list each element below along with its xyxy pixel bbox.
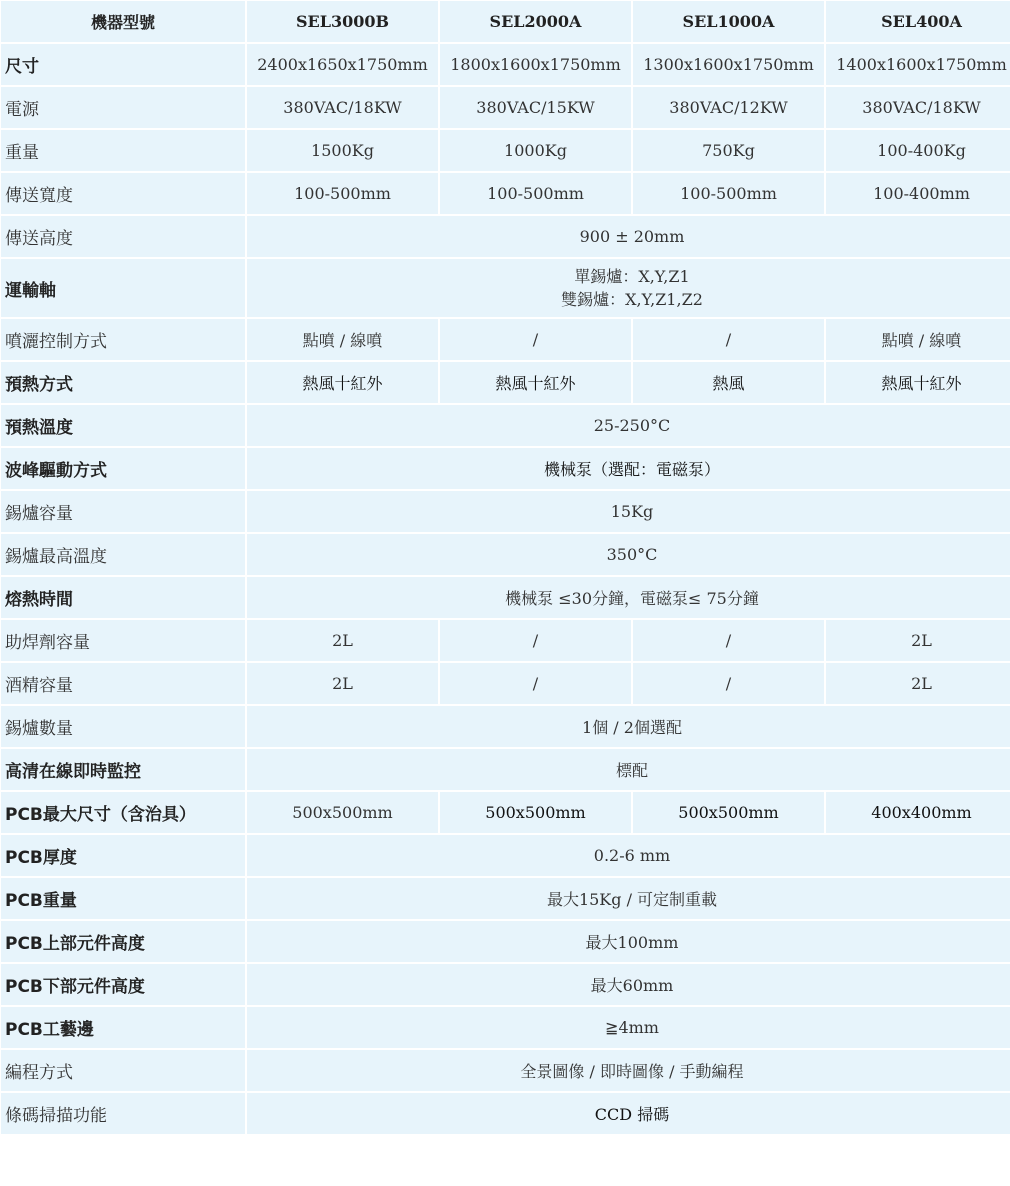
cell-value-merged: 1個 / 2個選配 — [247, 706, 1010, 747]
row-wave-drive — [1, 448, 1010, 489]
row-label: PCB上部元件高度 — [1, 921, 245, 962]
cell-value: 380VAC/18KW — [247, 87, 438, 128]
cell-value-merged: CCD 掃碼 — [247, 1093, 1010, 1134]
cell-value: / — [633, 319, 824, 360]
row-conveyor-height — [1, 216, 1010, 257]
row-label: 錫爐最高溫度 — [1, 534, 245, 575]
cell-value: 點噴 / 線噴 — [826, 319, 1010, 360]
cell-value: 點噴 / 線噴 — [247, 319, 438, 360]
cell-value: 100-500mm — [633, 173, 824, 214]
row-hd-monitor — [1, 749, 1010, 790]
row-melt-time — [1, 577, 1010, 618]
row-conveyor-width — [1, 173, 1010, 214]
cell-value: 1300x1600x1750mm — [633, 44, 824, 85]
cell-value-merged: 最大100mm — [247, 921, 1010, 962]
cell-value: / — [633, 663, 824, 704]
row-label: 傳送高度 — [1, 216, 245, 257]
cell-value-merged: 最大60mm — [247, 964, 1010, 1005]
row-preheat-temp — [1, 405, 1010, 446]
row-axes — [1, 259, 1010, 317]
cell-value: 500x500mm — [247, 792, 438, 833]
row-label: PCB最大尺寸（含治具） — [1, 792, 245, 833]
row-label: 重量 — [1, 130, 245, 171]
model-header-sel400a: SEL400A — [826, 1, 1010, 42]
row-pcb-bottom-height — [1, 964, 1010, 1005]
cell-value: 1400x1600x1750mm — [826, 44, 1010, 85]
cell-value: 熱風十紅外 — [247, 362, 438, 403]
row-barcode — [1, 1093, 1010, 1134]
row-size — [1, 44, 1010, 85]
cell-value: 2L — [826, 663, 1010, 704]
row-pcb-max-size — [1, 792, 1010, 833]
model-label-header: 機器型號 — [1, 1, 245, 42]
cell-value: 1500Kg — [247, 130, 438, 171]
row-label: PCB工藝邊 — [1, 1007, 245, 1048]
cell-value: 2L — [826, 620, 1010, 661]
row-label: 高清在線即時監控 — [1, 749, 245, 790]
axes-single-pot: 單錫爐：X,Y,Z1 — [574, 267, 690, 286]
row-label: 錫爐數量 — [1, 706, 245, 747]
cell-value: 熱風十紅外 — [826, 362, 1010, 403]
row-label: PCB重量 — [1, 878, 245, 919]
cell-value-merged: 0.2-6 mm — [247, 835, 1010, 876]
cell-value: / — [633, 620, 824, 661]
row-alcohol-capacity — [1, 663, 1010, 704]
row-label: 酒精容量 — [1, 663, 245, 704]
row-pot-capacity — [1, 491, 1010, 532]
cell-value: 2L — [247, 663, 438, 704]
row-spray-control — [1, 319, 1010, 360]
cell-value: 100-500mm — [247, 173, 438, 214]
cell-value-merged — [247, 259, 1010, 317]
cell-value-merged: 機械泵（選配：電磁泵） — [247, 448, 1010, 489]
row-pot-max-temp — [1, 534, 1010, 575]
row-label: 預熱溫度 — [1, 405, 245, 446]
cell-value: 100-400Kg — [826, 130, 1010, 171]
cell-value: 1000Kg — [440, 130, 631, 171]
row-flux-capacity — [1, 620, 1010, 661]
row-label: 預熱方式 — [1, 362, 245, 403]
row-pcb-thickness — [1, 835, 1010, 876]
row-weight — [1, 130, 1010, 171]
cell-value-merged: 最大15Kg / 可定制重載 — [247, 878, 1010, 919]
row-preheat-method — [1, 362, 1010, 403]
header-row — [1, 1, 1010, 42]
cell-value: 380VAC/15KW — [440, 87, 631, 128]
cell-value-merged: 全景圖像 / 即時圖像 / 手動編程 — [247, 1050, 1010, 1091]
cell-value: / — [440, 620, 631, 661]
row-pot-count — [1, 706, 1010, 747]
cell-value: 熱風 — [633, 362, 824, 403]
cell-value: 500x500mm — [633, 792, 824, 833]
row-label: 編程方式 — [1, 1050, 245, 1091]
cell-value: 2L — [247, 620, 438, 661]
cell-value-merged: 機械泵 ≤30分鐘，電磁泵≤ 75分鐘 — [247, 577, 1010, 618]
cell-value: 500x500mm — [440, 792, 631, 833]
cell-value: / — [440, 319, 631, 360]
cell-value-merged: 900 ± 20mm — [247, 216, 1010, 257]
cell-value: 2400x1650x1750mm — [247, 44, 438, 85]
cell-value: 750Kg — [633, 130, 824, 171]
row-label: 傳送寬度 — [1, 173, 245, 214]
cell-value: 380VAC/12KW — [633, 87, 824, 128]
row-label: 電源 — [1, 87, 245, 128]
cell-value: 1800x1600x1750mm — [440, 44, 631, 85]
cell-value-merged: 15Kg — [247, 491, 1010, 532]
cell-value-merged: ≧4mm — [247, 1007, 1010, 1048]
cell-value: 380VAC/18KW — [826, 87, 1010, 128]
cell-value: / — [440, 663, 631, 704]
row-power — [1, 87, 1010, 128]
row-label: 波峰驅動方式 — [1, 448, 245, 489]
cell-value-merged: 標配 — [247, 749, 1010, 790]
row-label: 助焊劑容量 — [1, 620, 245, 661]
row-pcb-top-height — [1, 921, 1010, 962]
model-header-sel2000a: SEL2000A — [440, 1, 631, 42]
cell-value: 100-400mm — [826, 173, 1010, 214]
row-label: 尺寸 — [1, 44, 245, 85]
axes-double-pot: 雙錫爐：X,Y,Z1,Z2 — [561, 290, 703, 309]
row-label: PCB厚度 — [1, 835, 245, 876]
row-label: PCB下部元件高度 — [1, 964, 245, 1005]
cell-value: 熱風十紅外 — [440, 362, 631, 403]
cell-value-merged: 350°C — [247, 534, 1010, 575]
cell-value: 400x400mm — [826, 792, 1010, 833]
row-label: 噴灑控制方式 — [1, 319, 245, 360]
row-pcb-edge — [1, 1007, 1010, 1048]
row-label: 運輸軸 — [1, 259, 245, 317]
model-header-sel3000b: SEL3000B — [247, 1, 438, 42]
row-programming — [1, 1050, 1010, 1091]
row-label: 熔熱時間 — [1, 577, 245, 618]
model-header-sel1000a: SEL1000A — [633, 1, 824, 42]
row-label: 條碼掃描功能 — [1, 1093, 245, 1134]
row-pcb-weight — [1, 878, 1010, 919]
row-label: 錫爐容量 — [1, 491, 245, 532]
cell-value-merged: 25-250°C — [247, 405, 1010, 446]
cell-value: 100-500mm — [440, 173, 631, 214]
